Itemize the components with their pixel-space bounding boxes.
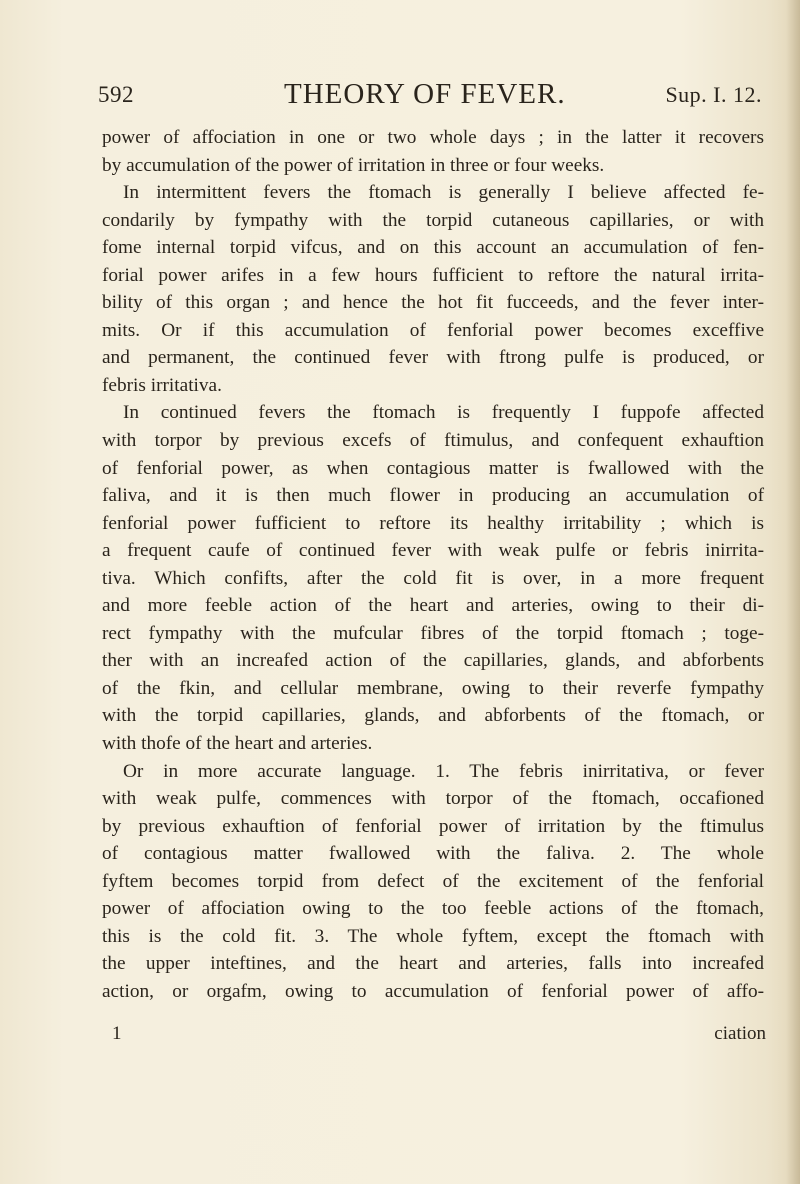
text-line: faliva, and it is then much flower in producing an accumulation of [102,485,764,507]
catchword: ciation [714,1023,766,1044]
text-line: the upper inteftines, and the heart and arteries, falls into increafed [102,953,764,975]
text-line: with weak pulfe, commences with torpor of the ftomach, occafioned [102,788,764,810]
text-line: and more feeble action of the heart and arteries, owing to their di- [102,595,764,617]
text-line: by accumulation of the power of irritation in three or four weeks. [102,154,605,176]
text-line: of the fkin, and cellular membrane, owing to their reverfe fympathy [102,677,764,699]
text-line: action, or orgafm, owing to accumulation of fenforial power of affo- [102,980,764,1002]
text-line: tiva. Which confifts, after the cold fit is over, in a more frequent [102,567,764,589]
page-footer [98,1023,766,1053]
text-line: bility of this organ ; and hence the hot fit fucceeds, and the fever inter- [102,292,764,314]
text-line: of fenforial power, as when contagious matter is fwallowed with the [102,457,764,479]
text-line: fome internal torpid vifcus, and on this account an accumulation of fen- [102,237,764,259]
text-line: power of affociation in one or two whole days ; in the latter it recovers [102,127,764,148]
body-text [102,124,764,1006]
page-header [98,78,762,118]
text-line: Or in more accurate language. 1. The febris inirritativa, or fever [123,760,764,782]
text-line: febris irritativa. [102,374,222,396]
text-line: condarily by fympathy with the torpid cutaneous capillaries, or with [102,209,764,231]
text-line: with torpor by previous excefs of ftimulus, and confequent exhauftion [102,430,764,452]
text-line: power of affociation owing to the too feeble actions of the ftomach, [102,898,764,920]
text-line: with thofe of the heart and arteries. [102,733,373,755]
text-line: In intermittent fevers the ftomach is generally I believe affected fe- [123,182,764,204]
text-line: with the torpid capillaries, glands, and abforbents of the ftomach, or [102,705,764,727]
running-title: THEORY OF FEVER. [284,78,566,110]
text-line: this is the cold fit. 3. The whole fyftem, except the ftomach with [102,925,764,947]
page-edge-shadow [786,0,800,1184]
signature-mark: 1 [112,1023,122,1044]
text-line: rect fympathy with the mufcular fibres of the torpid ftomach ; toge- [102,622,764,644]
text-line: of contagious matter fwallowed with the faliva. 2. The whole [102,843,764,865]
text-line: fyftem becomes torpid from defect of the excitement of the fenforial [102,870,764,892]
text-line: ther with an increafed action of the capillaries, glands, and abforbents [102,650,764,672]
text-line: In continued fevers the ftomach is frequently I fuppofe affected [123,402,764,424]
text-line: and permanent, the continued fever with ftrong pulfe is produced, or [102,347,764,369]
page-number: 592 [98,82,134,107]
text-line: by previous exhauftion of fenforial power of irritation by the ftimulus [102,815,764,837]
text-line: mits. Or if this accumulation of fenforial power becomes exceffive [102,319,764,341]
text-line: forial power arifes in a few hours fufficient to reftore the natural irrita- [102,264,764,286]
text-line: fenforial power fufficient to reftore its healthy irritability ; which is [102,512,764,534]
text-line: a frequent caufe of continued fever with weak pulfe or febris inirrita- [102,540,764,562]
section-reference: Sup. I. 12. [665,82,762,107]
